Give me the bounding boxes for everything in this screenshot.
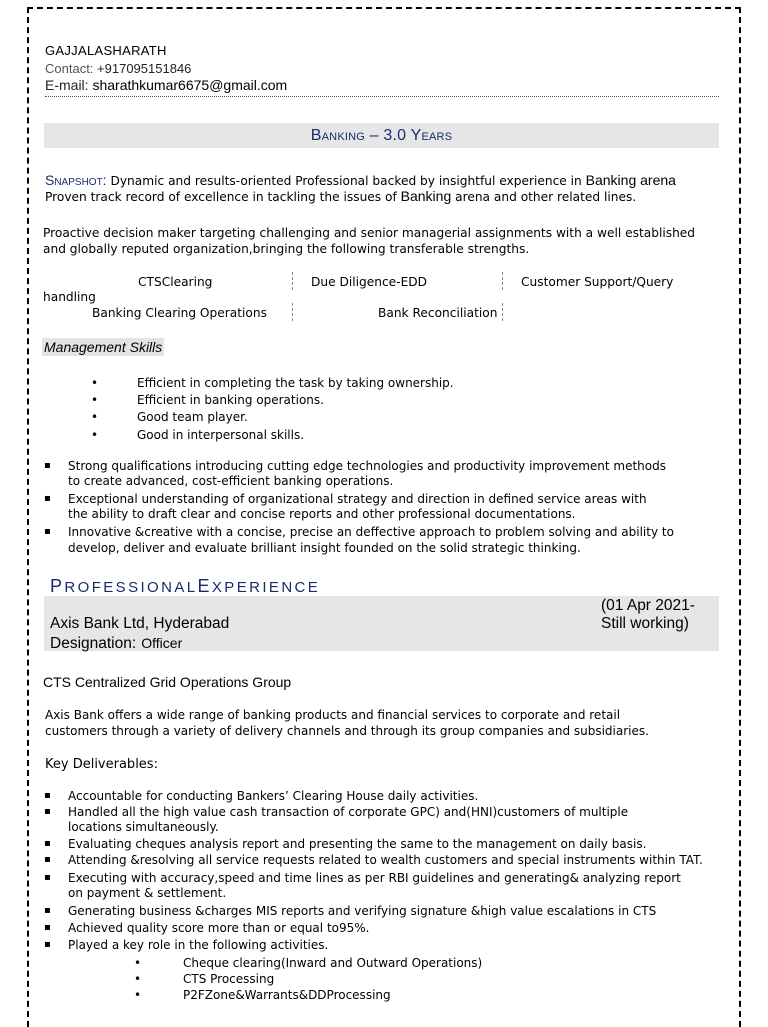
quality-item-cont: to create advanced, cost-efficient banking operations. [68,474,394,488]
group-name: CTS Centralized Grid Operations Group [43,674,292,690]
quality-item: Innovative &creative with a concise, precise an deffective approach to problem solving and ability to [68,525,674,539]
bullet: • [134,956,142,970]
deliverable-item: Accountable for conducting Bankers’ Clearing House daily activities. [68,789,479,803]
activity-item: CTS Processing [183,972,275,986]
bullet: ▪ [44,905,51,916]
quality-item: Strong qualifications introducing cutting edge technologies and productivity improvement methods [68,459,667,473]
designation-line [50,633,182,653]
designation-label: Designation: [50,635,137,652]
quality-item-cont: develop, deliver and evaluate brilliant insight founded on the solid strategic thinking. [68,541,581,555]
strength-customer-support: Customer Support/Query [521,275,674,289]
snapshot-line-1 [45,172,676,189]
company-name: Axis Bank Ltd, Hyderabad [50,615,230,632]
bullet: ▪ [44,526,51,537]
strength-clearing-operations: Banking Clearing Operations [92,306,267,320]
bullet: • [134,972,142,986]
snapshot-highlight-2: Banking [400,188,452,204]
candidate-name: GAJJALASHARATH [45,43,167,58]
skill-item: Efficient in banking operations. [137,393,324,407]
strength-cts-clearing: CTSClearing [138,275,213,289]
bullet: ▪ [44,872,51,883]
strength-separator [292,272,293,290]
skill-item: Good team player. [137,410,248,424]
activity-item: P2FZone&Warrants&DDProcessing [183,988,391,1002]
bullet: • [91,376,99,390]
bullet: ▪ [44,838,51,849]
bullet: • [91,428,99,442]
bullet: ▪ [44,922,51,933]
title-initial: P [50,576,65,596]
banner-title: Banking – 3.0 Years [310,127,453,144]
about-line-1: Axis Bank offers a wide range of banking products and financial services to corporate and retail [45,708,621,722]
deliverable-item: Achieved quality score more than or equal to95%. [68,921,370,935]
snapshot-text-1: Dynamic and results-oriented Professional backed by insightful experience in [110,174,582,188]
strength-customer-support-cont: handling [43,290,96,304]
skill-item: Good in interpersonal skills. [137,428,305,442]
deliverable-item: Attending &resolving all service requests related to wealth customers and special instruments within TAT. [68,853,703,867]
strength-separator [502,272,503,290]
bullet: ▪ [44,790,51,801]
quality-item-cont: the ability to draft clear and concise reports and other professional documentations. [68,507,576,521]
deliverables-title: Key Deliverables: [45,757,158,772]
contact-label: Contact: [45,61,94,76]
bullet: • [91,393,99,407]
period-start: (01 Apr 2021- [601,597,695,614]
bullet: • [91,410,99,424]
title-banner [44,123,719,148]
deliverable-item-cont: on payment & settlement. [68,886,227,900]
intro-line-1: Proactive decision maker targeting challenging and senior managerial assignments with a well established [43,226,696,240]
deliverable-item: Executing with accuracy,speed and time lines as per RBI guidelines and generating& analyzing report [68,871,681,885]
email-address: sharathkumar6675@gmail.com [92,77,288,93]
skill-item: Efficient in completing the task by taking ownership. [137,376,454,390]
snapshot-text-3: arena and other related lines. [455,190,637,204]
contact-line [45,61,191,76]
bullet: ▪ [44,806,51,817]
snapshot-text-2: Proven track record of excellence in tackling the issues of [45,190,397,204]
title-initial: E [197,576,212,596]
experience-section-title [50,576,320,597]
period-end: Still working) [601,615,689,632]
bullet: ▪ [44,493,51,504]
strength-separator [292,303,293,321]
title-part: XPERIENCE [211,579,321,596]
title-part: ROFESSIONAL [64,579,198,596]
deliverable-item: Handled all the high value cash transaction of corporate GPC) and(HNI)customers of multiple [68,805,629,819]
intro-line-2: and globally reputed organization,bringing the following transferable strengths. [43,242,530,256]
quality-item: Exceptional understanding of organizational strategy and direction in defined service areas with [68,492,647,506]
bullet: ▪ [44,939,51,950]
email-label: E-mail: [45,77,89,93]
snapshot-highlight-1: Banking arena [585,172,676,188]
bullet: • [134,988,142,1002]
deliverable-item: Evaluating cheques analysis report and presenting the same to the management on daily basis. [68,837,647,851]
management-skills-title: Management Skills [44,339,163,355]
about-line-2: customers through a variety of delivery channels and through its group companies and subsidiaries. [45,724,649,738]
contact-phone: +917095151846 [97,61,192,76]
deliverable-item: Generating business &charges MIS reports and verifying signature &high value escalations in CTS [68,904,657,918]
strength-due-diligence: Due Diligence-EDD [311,275,428,289]
snapshot-line-2 [45,188,636,205]
deliverable-item-cont: locations simultaneously. [68,820,219,834]
bullet: ▪ [44,854,51,865]
snapshot-label: Snapshot: [45,172,107,188]
strength-separator [502,303,503,321]
bullet: ▪ [44,460,51,471]
strength-bank-reconciliation: Bank Reconciliation [378,306,498,320]
activity-item: Cheque clearing(Inward and Outward Operations) [183,956,483,970]
deliverable-item: Played a key role in the following activities. [68,938,329,952]
designation-value: Officer [141,635,183,651]
header-divider [45,96,719,97]
email-line [45,77,287,93]
